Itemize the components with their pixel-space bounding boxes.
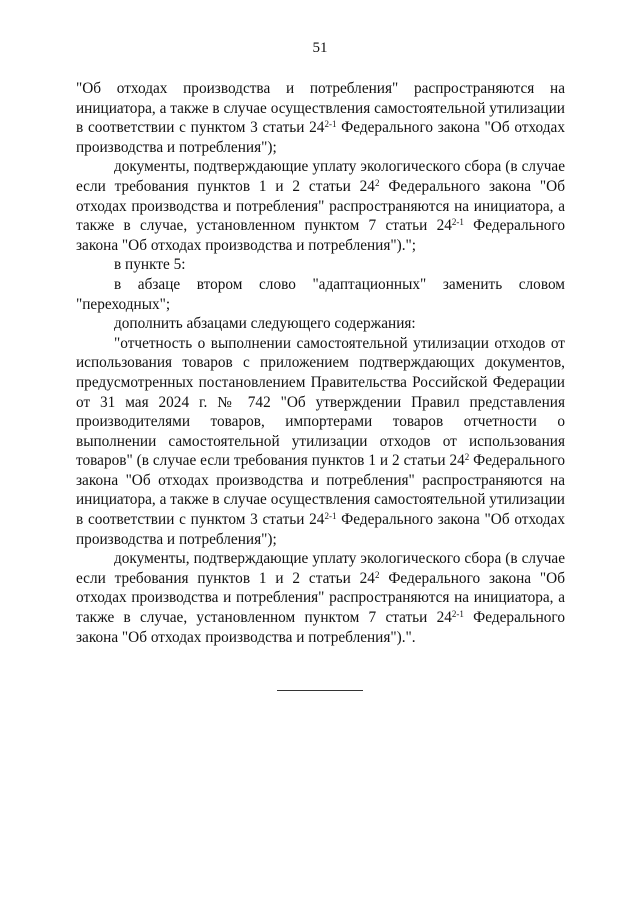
text-run: в абзаце втором слово "адаптационных" заменить словом "переходных"; <box>76 275 565 313</box>
text-run: документы, подтверждающие уплату экологического сбора (в случае если требования пунктов 1 и 2 статьи 24 <box>76 550 565 587</box>
text-run: дополнить абзацами следующего содержания: <box>114 315 416 333</box>
end-of-text-rule <box>277 690 363 691</box>
superscript: 2 <box>374 177 380 188</box>
superscript: 2-1 <box>324 119 337 130</box>
paragraph-p2 <box>76 157 565 255</box>
superscript: 2 <box>464 452 470 463</box>
text-run: "отчетность о выполнении самостоятельной утилизации отходов от использования товаров с приложением подтверждающих документов, предусмотренных постановлением Правительства Российской Федерации от 31 мая 2024 г. № 742 "Об утверждении Правил представления производителями товаров, импортерами товаров отчетности о выполнении самостоятельной утилизации отходов от использования товаров" (в случае если требования пунктов 1 и 2 статьи 24 <box>76 334 565 470</box>
paragraph-p1 <box>76 79 565 157</box>
paragraph-p4 <box>76 275 565 314</box>
text-run: "Об отходах производства и потребления" распространяются на инициатора, а также в случае осуществления самостоятельной утилизации в соответствии с пунктом 3 статьи 24 <box>76 80 565 137</box>
text-run: Федерального закона "Об отходах производства и потребления"); <box>76 119 565 156</box>
paragraph-p3 <box>76 255 565 275</box>
text-run: документы, подтверждающие уплату экологического сбора (в случае если требования пунктов 1 и 2 статьи 24 <box>76 158 565 195</box>
paragraph-p5 <box>76 314 565 334</box>
text-run: Федерального закона "Об отходах производства и потребления").". <box>76 609 565 646</box>
paragraph-p7 <box>76 549 565 647</box>
page-number: 51 <box>312 40 328 56</box>
superscript: 2 <box>374 569 380 580</box>
text-run: Федерального закона "Об отходах производства и потребления" распространяются на инициатора, а также в случае, установленном пунктом 7 статьи 24 <box>76 569 566 627</box>
superscript: 2-1 <box>451 217 464 228</box>
text-run: Федерального закона "Об отходах производства и потребления"); <box>76 511 565 548</box>
text-run: Федерального закона "Об отходах производства и потребления" распространяются на инициатора, а также в случае, установленном пунктом 7 статьи 24 <box>76 177 566 235</box>
text-run: Федерального закона "Об отходах производства и потребления" распространяются на инициатора, а также в случае осуществления самостоятельной утилизации в соответствии с пунктом 3 статьи 24 <box>76 452 565 529</box>
text-run: в пункте 5: <box>114 256 186 274</box>
superscript: 2-1 <box>451 609 464 620</box>
text-run: Федерального закона "Об отходах производства и потребления")."; <box>76 217 565 254</box>
document-body <box>76 79 565 647</box>
paragraph-p6 <box>76 334 565 550</box>
superscript: 2-1 <box>324 511 337 522</box>
